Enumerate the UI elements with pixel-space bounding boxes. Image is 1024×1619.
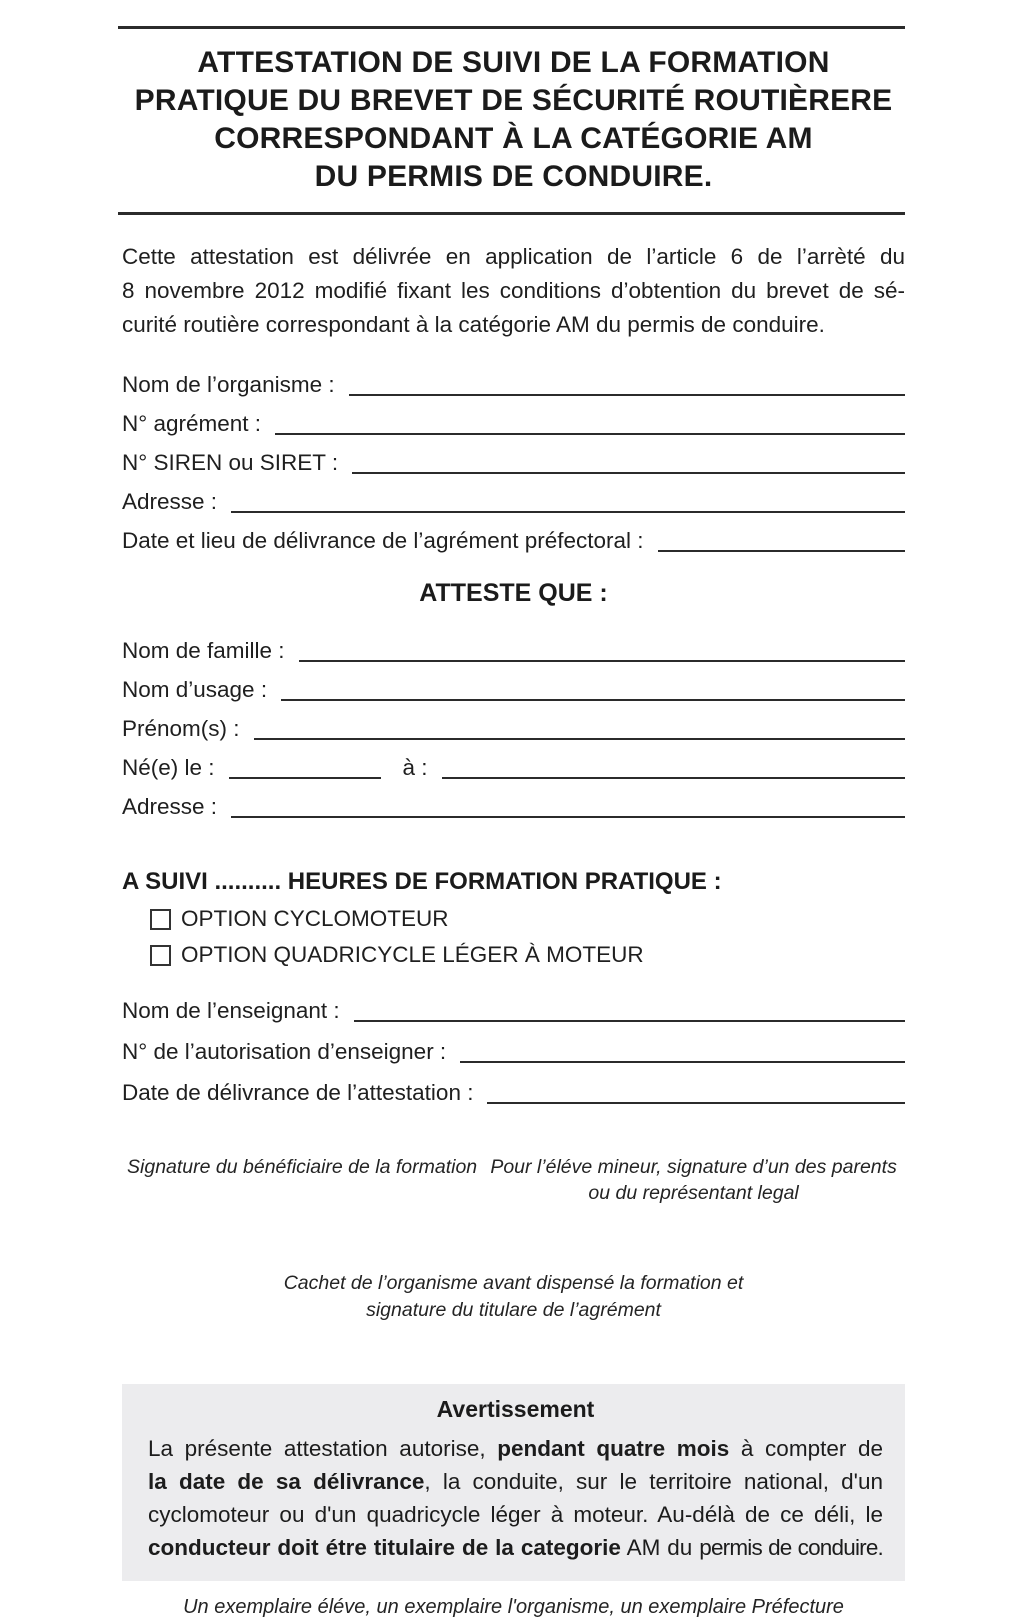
warn-text: AM du	[620, 1535, 700, 1560]
num-agrement-line[interactable]	[275, 416, 905, 435]
field-date-lieu-agrement	[122, 528, 905, 552]
adresse-personne-line[interactable]	[231, 799, 905, 818]
cyclomoteur-checkbox[interactable]	[150, 909, 171, 930]
field-nom-enseignant	[122, 998, 905, 1022]
avertissement-line-3	[148, 1498, 883, 1531]
intro-line-2: 8 novembre 2012 modifié fixant les conditions d’obtention du brevet de sé-	[122, 278, 905, 303]
person-fields	[122, 638, 905, 818]
nom-famille-line[interactable]	[299, 643, 905, 662]
attestation-document	[0, 26, 1024, 1619]
intro-line-1: Cette attestation est délivrée en application de l’article 6 de l’arrèté du	[122, 244, 905, 269]
signature-beneficiaire-label: Signature du bénéficiaire de la formation	[127, 1156, 478, 1178]
prenoms-line[interactable]	[254, 721, 905, 740]
field-label: Nom de famille :	[122, 638, 285, 663]
adresse-organisme-line[interactable]	[231, 494, 905, 513]
heures-formation-heading: A SUIVI .......... HEURES DE FORMATION PRATIQUE :	[122, 868, 722, 895]
field-nom-usage	[122, 677, 905, 701]
title-line-4: DU PERMIS DE CONDUIRE.	[314, 160, 713, 193]
field-label: Nom de l’organisme :	[122, 372, 335, 397]
field-label: Date et lieu de délivrance de l’agrément préfectoral :	[122, 528, 644, 553]
field-autorisation-enseigner	[122, 1039, 905, 1063]
avertissement-line-4	[148, 1531, 883, 1564]
siren-siret-line[interactable]	[352, 455, 905, 474]
field-date-attestation	[122, 1080, 905, 1104]
option-quadricycle-row	[150, 942, 905, 968]
option-label: OPTION CYCLOMOTEUR	[181, 906, 449, 931]
field-label: Nom d’usage :	[122, 677, 268, 702]
warn-text: à compter de	[729, 1436, 883, 1461]
signature-parent-line-1: Pour l’éléve mineur, signature d’un des parents	[490, 1156, 897, 1178]
instructor-fields	[122, 998, 905, 1104]
warn-text: cyclomoteur ou d'un quadricycle léger à moteur. Au-délà de ce déli, le	[148, 1502, 883, 1527]
avertissement-box	[122, 1384, 905, 1581]
nom-usage-line[interactable]	[281, 682, 905, 701]
warn-text: permis de conduire.	[699, 1535, 884, 1560]
field-adresse-organisme	[122, 489, 905, 513]
title-line-3: CORRESPONDANT À LA CATÉGORIE AM	[214, 122, 813, 155]
field-num-agrement	[122, 411, 905, 435]
signatures-row	[122, 1154, 905, 1206]
training-options	[122, 906, 905, 968]
quadricycle-checkbox[interactable]	[150, 945, 171, 966]
signature-parent-line-2: ou du représentant legal	[588, 1182, 799, 1204]
warn-text-bold: pendant quatre mois	[497, 1436, 730, 1461]
field-label: Adresse :	[122, 489, 218, 514]
field-adresse-personne	[122, 794, 905, 818]
field-label: Date de délivrance de l’attestation :	[122, 1080, 474, 1105]
cachet-line-2: signature du titulare de l’agrément	[366, 1299, 661, 1321]
atteste-que-heading: ATTESTE QUE :	[419, 579, 608, 607]
autorisation-enseigner-line[interactable]	[460, 1044, 905, 1063]
title-line-2: PRATIQUE DU BREVET DE SÉCURITÉ ROUTIÈRERE	[134, 84, 893, 117]
exemplaires-note: Un exemplaire éléve, un exemplaire l'organisme, un exemplaire Préfecture	[183, 1596, 844, 1618]
field-nom-organisme	[122, 372, 905, 396]
field-label: Nom de l’enseignant :	[122, 998, 340, 1023]
field-nom-famille	[122, 638, 905, 662]
nom-organisme-line[interactable]	[349, 377, 905, 396]
document-title	[122, 44, 905, 196]
date-attestation-line[interactable]	[487, 1085, 905, 1104]
warn-text-bold: conducteur doit étre titulaire de la categorie	[148, 1535, 621, 1560]
organism-fields	[122, 372, 905, 552]
avertissement-title: Avertissement	[436, 1396, 595, 1422]
field-naissance	[122, 755, 905, 779]
warn-text: La présente attestation autorise,	[148, 1436, 498, 1461]
option-cyclomoteur-row	[150, 906, 905, 932]
avertissement-line-1	[148, 1432, 883, 1465]
field-siren-siret	[122, 450, 905, 474]
lieu-naissance-line[interactable]	[442, 760, 905, 779]
cachet-line-1: Cachet de l’organisme avant dispensé la formation et	[283, 1272, 744, 1294]
title-bottom-rule	[118, 212, 905, 215]
field-label: Né(e) le :	[122, 755, 215, 780]
intro-paragraph	[122, 240, 905, 342]
title-line-1: ATTESTATION DE SUIVI DE LA FORMATION	[197, 46, 830, 79]
field-label: N° SIREN ou SIRET :	[122, 450, 339, 475]
signature-parent-label	[482, 1154, 905, 1206]
top-rule	[118, 26, 905, 29]
warn-text: , la conduite, sur le territoire national, d'un	[424, 1469, 883, 1494]
field-label: N° agrément :	[122, 411, 262, 436]
intro-line-3: curité routière correspondant à la catégorie AM du permis de conduire.	[122, 312, 825, 337]
field-label: à :	[402, 755, 428, 780]
option-label: OPTION QUADRICYCLE LÉGER À MOTEUR	[181, 942, 644, 967]
date-lieu-agrement-line[interactable]	[658, 533, 905, 552]
date-naissance-line[interactable]	[229, 760, 381, 779]
warn-text-bold: la date de sa délivrance	[148, 1469, 425, 1494]
cachet-organisme-label	[122, 1270, 905, 1324]
nom-enseignant-line[interactable]	[354, 1003, 905, 1022]
field-prenoms	[122, 716, 905, 740]
avertissement-line-2	[148, 1465, 883, 1498]
field-label: N° de l’autorisation d’enseigner :	[122, 1039, 447, 1064]
field-label: Adresse :	[122, 794, 218, 819]
field-label: Prénom(s) :	[122, 716, 240, 741]
